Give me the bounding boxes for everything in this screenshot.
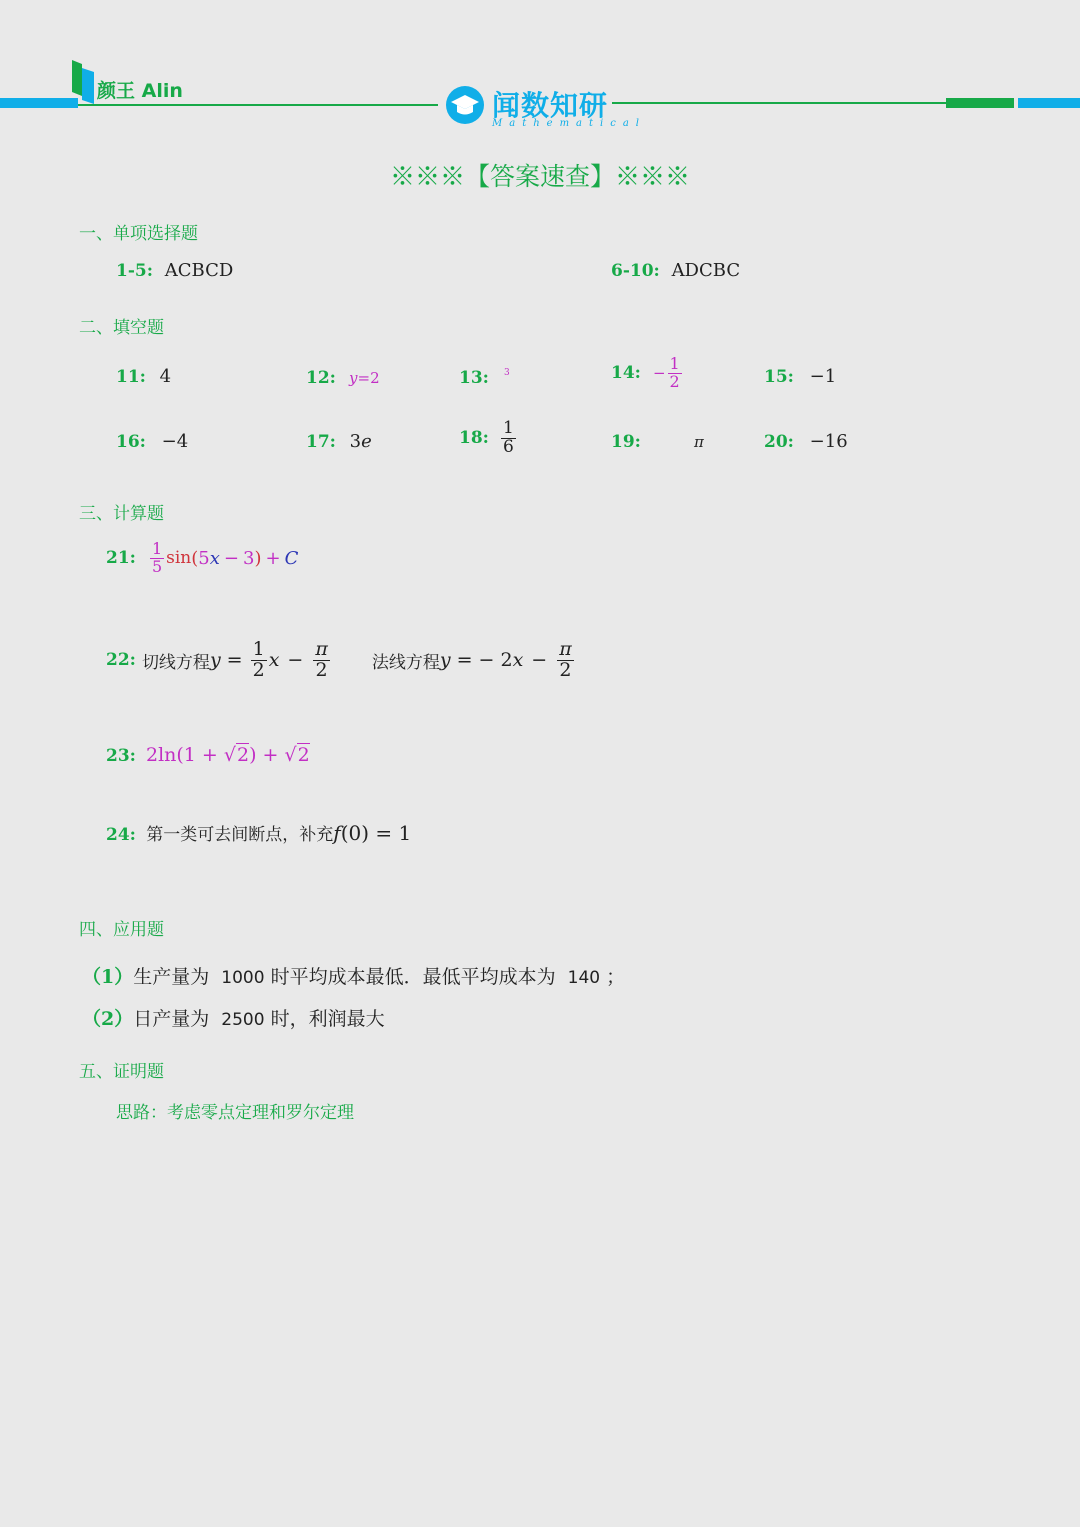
- answer-q21: [106, 541, 298, 576]
- math-const: C: [284, 547, 299, 569]
- fraction-denominator: 2: [559, 658, 572, 681]
- fraction-numerator: π: [559, 638, 572, 660]
- answer-label: 6-10:: [611, 261, 660, 281]
- application-answer-2: [82, 1004, 385, 1031]
- answer-q22: [106, 640, 576, 681]
- answer-text: 时，利润最大: [270, 1008, 385, 1030]
- math-op: −: [287, 649, 304, 672]
- author-name: 颜王 Alin: [97, 80, 183, 102]
- answer-label: 24:: [106, 825, 136, 845]
- answer-value: −1: [809, 366, 837, 387]
- application-answer-1: [82, 962, 625, 989]
- answer-var: y: [349, 369, 358, 387]
- header-blue-bar-left: [0, 98, 78, 108]
- tangent-text: 切线方程: [141, 652, 210, 673]
- math-expr: 2ln(1 +: [145, 744, 224, 766]
- answer-q17: [306, 431, 372, 452]
- header-green-block: [946, 98, 1014, 108]
- answer-q11: [116, 366, 171, 387]
- math-op: = − 2: [456, 649, 513, 672]
- answer-value: π: [694, 433, 704, 451]
- radicand: 2: [297, 744, 310, 766]
- answer-q16: [116, 431, 188, 452]
- answer-label: 15:: [764, 367, 794, 387]
- author-logo-icon: [70, 58, 98, 104]
- answer-q12: [306, 368, 380, 388]
- fraction-denominator: 6: [502, 436, 514, 457]
- answer-value: 3: [504, 368, 510, 378]
- fraction: [557, 640, 574, 681]
- answer-var: e: [361, 431, 372, 452]
- answer-label: 17:: [306, 432, 336, 452]
- math-func: f: [333, 821, 341, 845]
- section-heading-choice: 一、单项选择题: [79, 224, 198, 244]
- math-const: 3: [242, 547, 255, 569]
- answer-coef: 3: [349, 431, 362, 452]
- proof-hint: 思路：考虑零点定理和罗尔定理: [116, 1103, 354, 1123]
- math-func: sin: [166, 548, 192, 569]
- math-var: x: [512, 649, 524, 672]
- sqrt-icon: √: [284, 744, 297, 766]
- answer-sign: −: [652, 364, 666, 383]
- brand-subtitle: Mathematical: [492, 118, 646, 129]
- header-green-line: [78, 104, 438, 106]
- header-blue-bar-right: [1018, 98, 1080, 108]
- answer-value: 1000: [221, 968, 265, 988]
- answer-op: =: [357, 369, 371, 387]
- radicand: 2: [237, 744, 250, 766]
- answer-label: 16:: [116, 432, 146, 452]
- answer-text: 第一类可去间断点，补充: [146, 825, 334, 845]
- fraction-numerator: 1: [151, 539, 163, 558]
- item-number: （2）: [82, 1008, 134, 1030]
- answer-label: 18:: [459, 428, 489, 449]
- section-heading-application: 四、应用题: [79, 920, 164, 940]
- fraction: [150, 541, 164, 576]
- answer-value: 140: [567, 968, 601, 988]
- answer-text: ；: [606, 966, 626, 988]
- fraction-denominator: 2: [315, 658, 328, 681]
- brand-name: 闻数知研: [492, 89, 609, 122]
- answer-q24: [106, 820, 411, 845]
- answer-q20: [764, 431, 848, 452]
- fraction-denominator: 5: [151, 556, 163, 576]
- answer-label: 13:: [459, 368, 489, 388]
- answer-value: ACBCD: [164, 260, 234, 281]
- answer-label: 12:: [306, 368, 336, 388]
- graduation-cap-icon: [445, 85, 485, 125]
- math-op: +: [265, 547, 281, 569]
- answer-q15: [764, 366, 836, 387]
- fraction-numerator: π: [315, 638, 328, 660]
- math-op: =: [226, 649, 243, 672]
- sqrt-icon: √: [223, 744, 236, 766]
- answer-value: 4: [159, 366, 172, 387]
- answer-q18: [459, 420, 518, 457]
- math-coef: 5: [198, 547, 210, 569]
- math-op: −: [531, 649, 548, 672]
- answer-label: 21:: [106, 548, 136, 569]
- answer-label: 19:: [611, 432, 641, 452]
- fraction-numerator: 1: [669, 354, 680, 373]
- fraction-denominator: 2: [669, 371, 680, 391]
- answer-label: 22:: [106, 650, 136, 671]
- answer-row: [116, 260, 233, 281]
- fraction-denominator: 2: [252, 658, 265, 681]
- answer-value: 2: [370, 369, 380, 387]
- math-op: −: [223, 547, 239, 569]
- answer-text: 日产量为: [133, 1008, 210, 1030]
- math-var: y: [439, 649, 451, 672]
- answer-label: 1-5:: [116, 261, 153, 281]
- math-var: x: [268, 649, 280, 672]
- answer-label: 23:: [106, 746, 136, 766]
- fraction: [668, 356, 682, 391]
- fraction-numerator: 1: [252, 638, 265, 660]
- answer-row: [611, 260, 740, 281]
- answer-value: ADCBC: [671, 260, 741, 281]
- answer-text: 时平均成本最低．最低平均成本为: [270, 966, 556, 988]
- normal-text: 法线方程: [371, 652, 440, 673]
- math-var: x: [209, 547, 220, 569]
- answer-q19: [611, 432, 704, 452]
- fraction-numerator: 1: [502, 418, 514, 438]
- math-expr: (0) = 1: [340, 821, 412, 845]
- section-heading-fill: 二、填空题: [79, 318, 164, 338]
- page-title: ※※※【答案速查】※※※: [389, 162, 690, 191]
- math-var: y: [209, 649, 221, 672]
- header-green-line-right: [612, 102, 948, 104]
- fraction: [313, 640, 330, 681]
- answer-label: 11:: [116, 367, 146, 387]
- section-heading-calc: 三、计算题: [79, 504, 164, 524]
- math-paren: ): [254, 547, 262, 569]
- answer-q13: [459, 368, 510, 388]
- answer-value: −16: [809, 431, 848, 452]
- answer-q23: [106, 744, 310, 766]
- answer-value: −4: [161, 431, 189, 452]
- answer-text: 生产量为: [133, 966, 210, 988]
- answer-label: 20:: [764, 432, 794, 452]
- math-expr: ) +: [249, 744, 285, 766]
- item-number: （1）: [82, 966, 134, 988]
- answer-label: 14:: [611, 363, 641, 384]
- section-heading-proof: 五、证明题: [79, 1062, 164, 1082]
- answer-q14: [611, 356, 684, 391]
- fraction: [501, 420, 516, 457]
- math-paren: (: [191, 547, 199, 569]
- fraction: [251, 640, 267, 681]
- answer-value: 2500: [221, 1010, 265, 1030]
